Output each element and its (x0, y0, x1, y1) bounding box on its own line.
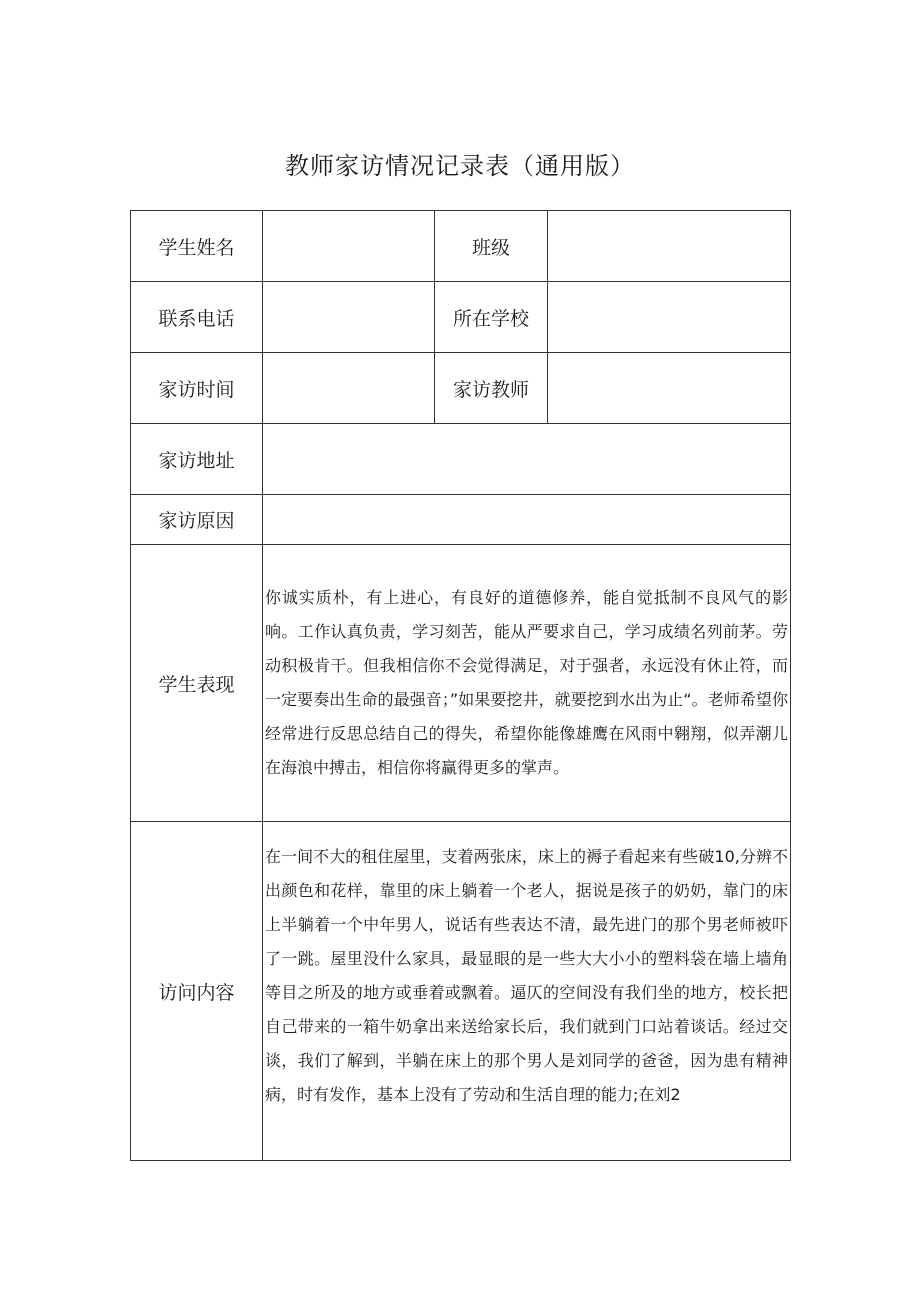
address-label: 家访地址 (131, 424, 263, 495)
visit-time-label: 家访时间 (131, 353, 263, 424)
visit-time-field[interactable] (263, 353, 435, 424)
class-label: 班级 (435, 211, 548, 282)
address-field[interactable] (263, 424, 791, 495)
row-student-name (131, 211, 791, 282)
student-name-label: 学生姓名 (131, 211, 263, 282)
home-visit-form (130, 210, 791, 1161)
row-phone (131, 282, 791, 353)
page-title: 教师家访情况记录表（通用版） (285, 152, 635, 180)
school-label: 所在学校 (435, 282, 548, 353)
row-address (131, 424, 791, 495)
row-visit-content (131, 822, 791, 1161)
performance-text: 你诚实质朴，有上进心，有良好的道德修养，能自觉抵制不良风气的影响。工作认真负责，学习刻苦，能从严要求自己，学习成绩名列前茅。劳动积极肯干。但我相信你不会觉得满足，对于强者，永远没有休止符，而一定要奏出生命的最强音；”如果要挖井，就要挖到水出为止“。老师希望你经常进行反思总结自己的得失，希望你能像雄鹰在风雨中翱翔，似弄潮儿在海浪中搏击，相信你将赢得更多的掌声。 (263, 545, 791, 822)
row-visit-time (131, 353, 791, 424)
visit-teacher-field[interactable] (548, 353, 791, 424)
visit-content-text: 在一间不大的租住屋里，支着两张床，床上的褥子看起来有些破10,分辨不出颜色和花样，靠里的床上躺着一个老人，据说是孩子的奶奶，靠门的床上半躺着一个中年男人，说话有些表达不清，最先进门的那个男老师被吓了一跳。屋里没什么家具，最显眼的是一些大大小小的塑料袋在墙上墙角等目之所及的地方或垂着或飘着。逼仄的空间没有我们坐的地方，校长把自己带来的一箱牛奶拿出来送给家长后，我们就到门口站着谈话。经过交谈，我们了解到，半躺在床上的那个男人是刘同学的爸爸，因为患有精神病，时有发作，基本上没有了劳动和生活自理的能力;在刘2 (263, 822, 791, 1161)
school-field[interactable] (548, 282, 791, 353)
phone-field[interactable] (263, 282, 435, 353)
visit-content-label: 访问内容 (131, 822, 263, 1161)
reason-label: 家访原因 (131, 495, 263, 545)
class-field[interactable] (548, 211, 791, 282)
student-name-field[interactable] (263, 211, 435, 282)
reason-field[interactable] (263, 495, 791, 545)
row-reason (131, 495, 791, 545)
visit-teacher-label: 家访教师 (435, 353, 548, 424)
phone-label: 联系电话 (131, 282, 263, 353)
performance-label: 学生表现 (131, 545, 263, 822)
row-performance (131, 545, 791, 822)
